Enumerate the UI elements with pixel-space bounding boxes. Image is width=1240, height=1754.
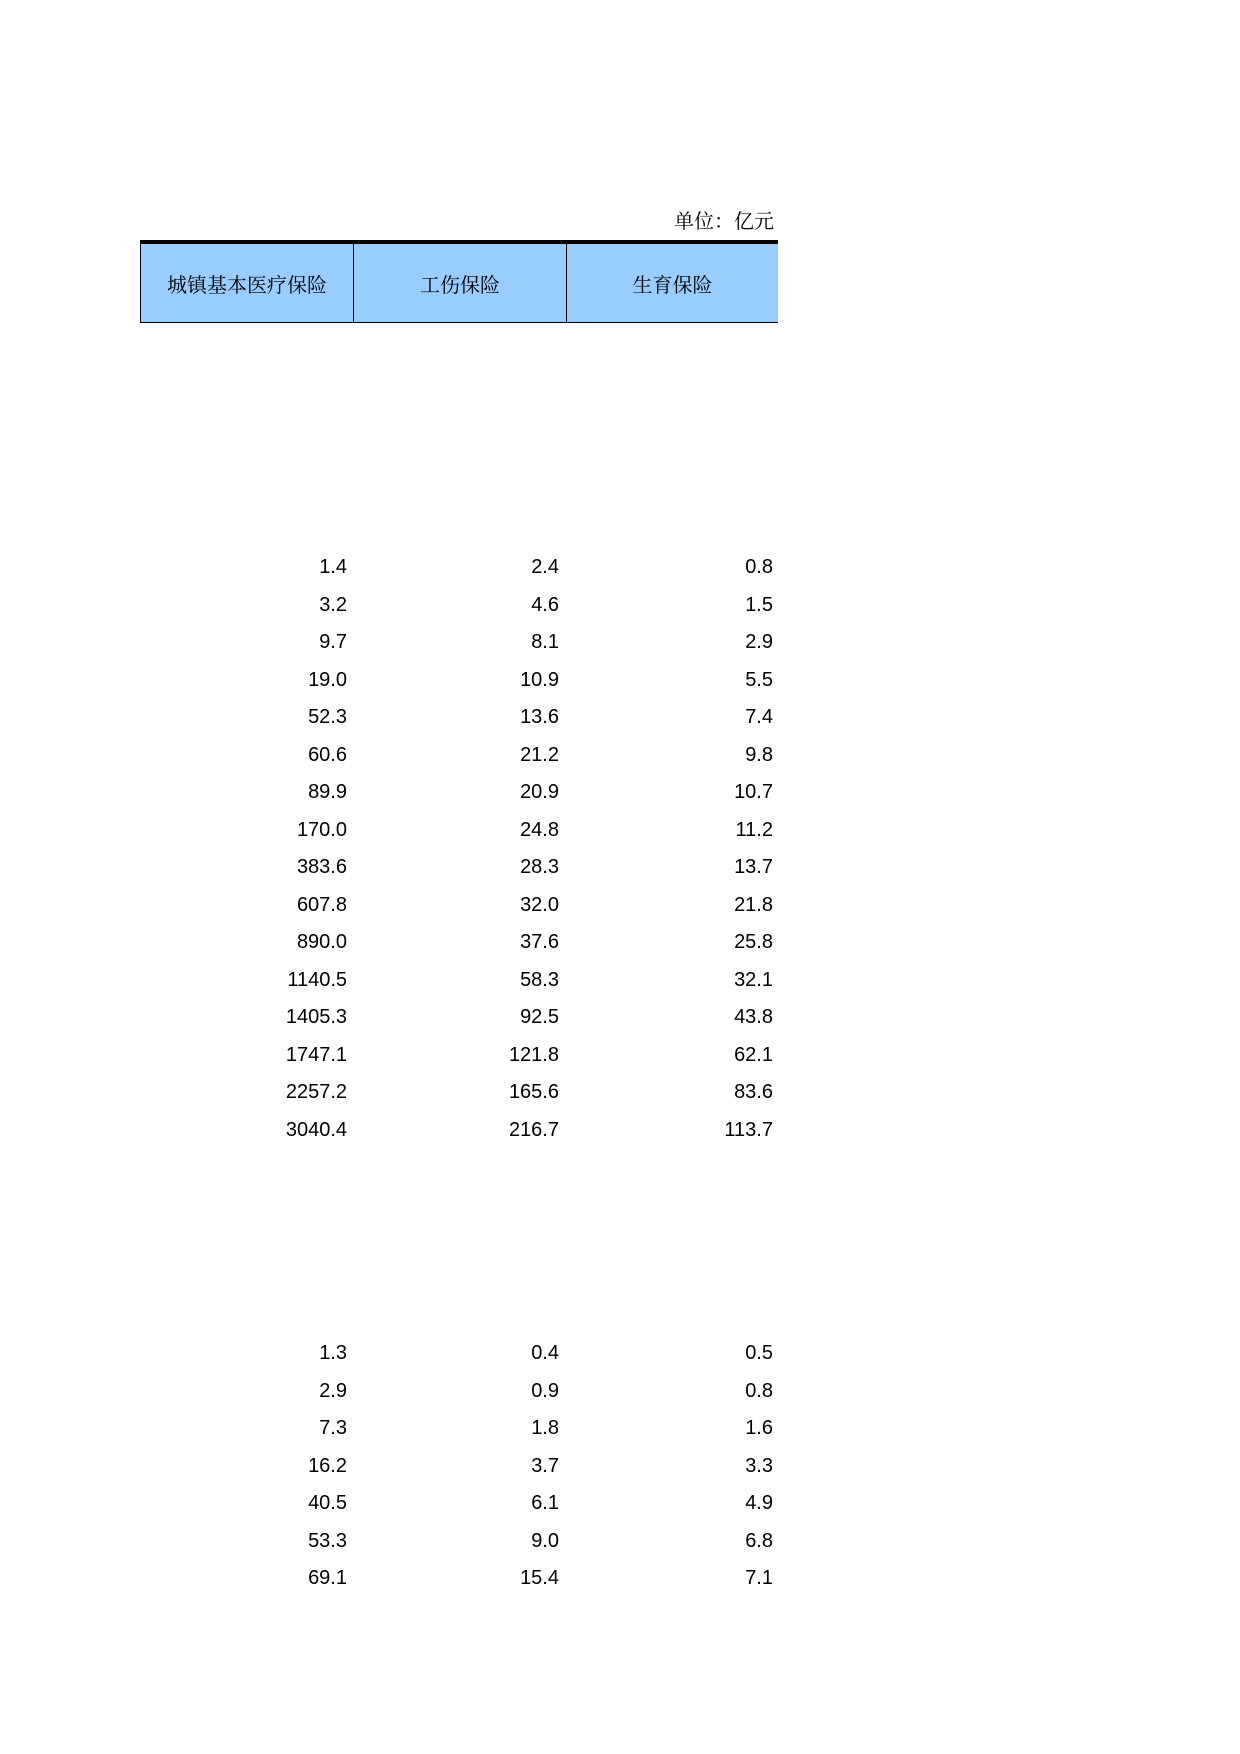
table-cell: 11.2 [735,818,773,841]
table-cell: 2257.2 [285,1081,347,1104]
table-cell: 92.5 [520,1006,559,1029]
table-cell: 10.7 [734,781,773,804]
table-row [140,999,778,1037]
table-cell: 0.8 [745,556,773,579]
table-cell: 52.3 [308,706,347,729]
table-cell: 53.3 [308,1529,347,1552]
table-cell: 165.6 [508,1081,559,1104]
table-cell: 121.8 [508,1043,559,1066]
table-row [140,1335,778,1373]
table-cell: 383.6 [296,856,347,879]
table-cell: 20.9 [520,781,559,804]
table-cell: 1.8 [531,1417,559,1440]
table-cell: 1747.1 [285,1043,347,1066]
table-cell: 0.9 [531,1379,559,1402]
table-cell: 7.3 [319,1417,347,1440]
table-cell: 1.6 [745,1417,773,1440]
table-cell: 8.1 [531,631,559,654]
table-row [140,549,778,587]
table-cell: 21.8 [734,893,773,916]
table-cell: 25.8 [734,931,773,954]
table-row [140,1074,778,1112]
table-cell: 24.8 [520,818,559,841]
table-cell: 15.4 [520,1567,559,1590]
table-cell: 3.2 [319,593,347,616]
table-cell: 28.3 [520,856,559,879]
table-cell: 1.4 [319,556,347,579]
unit-label: 单位：亿元 [674,209,774,233]
table-section-2 [140,1335,778,1598]
table-cell: 3.3 [745,1454,773,1477]
table-cell: 13.6 [520,706,559,729]
table-row [140,924,778,962]
table-row [140,1112,778,1150]
table-cell: 9.0 [531,1529,559,1552]
table-cell: 2.9 [745,631,773,654]
table-cell: 1.3 [319,1342,347,1365]
table-header [140,240,778,323]
table-cell: 4.9 [745,1492,773,1515]
table-cell: 3.7 [531,1454,559,1477]
table-cell: 60.6 [308,743,347,766]
table-row [140,587,778,625]
table-cell: 4.6 [531,593,559,616]
table-cell: 113.7 [724,1118,773,1141]
table-cell: 9.8 [745,743,773,766]
table-cell: 9.7 [319,631,347,654]
table-row [140,737,778,775]
table-cell: 6.1 [531,1492,559,1515]
table-cell: 170.0 [296,818,347,841]
table-cell: 1.5 [745,593,773,616]
table-cell: 3040.4 [285,1118,347,1141]
table-row [140,1523,778,1561]
table-row [140,1037,778,1075]
header-cell-work-injury-insurance: 工伤保险 [354,244,567,322]
table-cell: 2.4 [531,556,559,579]
table-cell: 40.5 [308,1492,347,1515]
table-cell: 216.7 [508,1118,559,1141]
table-row [140,1485,778,1523]
table-cell: 0.5 [745,1342,773,1365]
table-cell: 6.8 [745,1529,773,1552]
table-cell: 43.8 [734,1006,773,1029]
table-cell: 890.0 [296,931,347,954]
table-cell: 0.8 [745,1379,773,1402]
table-cell: 32.0 [520,893,559,916]
table-row [140,962,778,1000]
table-row [140,624,778,662]
table-cell: 19.0 [308,668,347,691]
table-cell: 83.6 [734,1081,773,1104]
table-row [140,812,778,850]
table-row [140,1373,778,1411]
table-cell: 69.1 [308,1567,347,1590]
header-cell-maternity-insurance: 生育保险 [632,272,713,297]
table-row [140,699,778,737]
table-cell: 32.1 [734,968,773,991]
table-cell: 0.4 [531,1342,559,1365]
table-cell: 1405.3 [285,1006,347,1029]
table-row [140,662,778,700]
table-cell: 16.2 [308,1454,347,1477]
table-cell: 607.8 [296,893,347,916]
table-cell: 1140.5 [287,968,347,991]
table-cell: 37.6 [520,931,559,954]
table-cell: 89.9 [308,781,347,804]
table-row [140,1560,778,1598]
table-cell: 2.9 [319,1379,347,1402]
table-row [140,1448,778,1486]
table-cell: 5.5 [745,668,773,691]
table-row [140,1410,778,1448]
table-cell: 21.2 [520,743,559,766]
table-row [140,774,778,812]
header-cell-medical-insurance: 城镇基本医疗保险 [141,244,354,322]
table-cell: 13.7 [734,856,773,879]
table-cell: 58.3 [520,968,559,991]
table-cell: 7.1 [745,1567,773,1590]
table-section-1 [140,549,778,1149]
table-cell: 62.1 [734,1043,773,1066]
table-row [140,849,778,887]
table-cell: 7.4 [745,706,773,729]
table-row [140,887,778,925]
table-cell: 10.9 [520,668,559,691]
